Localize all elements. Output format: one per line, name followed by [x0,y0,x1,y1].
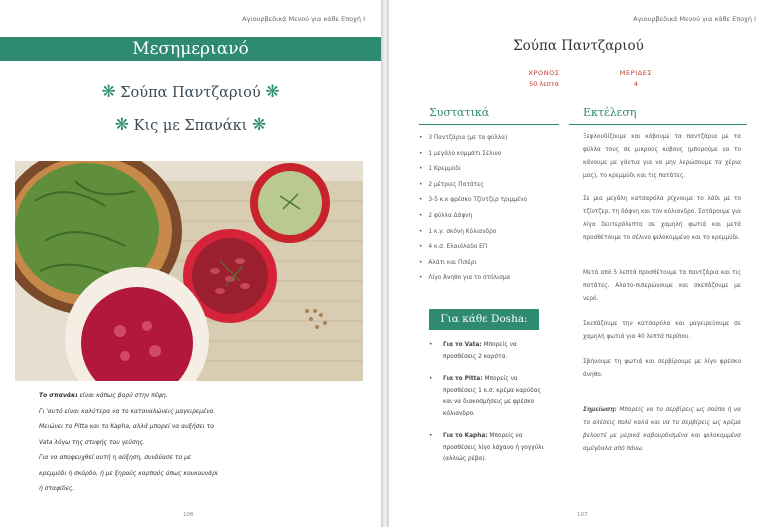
servings-label: ΜΕΡΙΔΕΣ [619,69,653,77]
dish-title-text: Κις με Σπανάκι [133,118,248,134]
ingredients-rule [419,124,559,125]
ingredients-heading: Συστατικά [429,106,490,119]
list-item: • 1 κ.γ. σκόνη Κόλιανδρο [419,225,559,241]
note-label: Σημείωση: [583,407,617,413]
right-page [389,0,768,527]
food-photo [15,161,363,381]
caption-line: κρεμμύδι ή σκόρδο, ή με ξηρούς καρπούς όπως κουκουνάρι [39,469,218,477]
book-gutter [381,0,389,527]
caption-line: Μειώνει το Pitta και το Kapha, αλλά μπορεί να αυξήσει το [39,423,214,430]
running-head: Αγιουρβεδικά Μενού για κάθε Εποχή Ι [633,15,756,23]
instruction-step: Σκεπάζουμε την κατσαρόλα και μαγειρεύουμε σε χαμηλή φωτιά για 40 λεπτά περίπου. [583,321,741,340]
list-item: • 3-5 κ.κ φρέσκο Τζίντζερ τριμμένο [419,193,559,209]
list-item: • Για το Vata: Μπορείς να προσθέσεις 2 καρότα. [429,340,549,363]
list-item: • 1 μεγάλο κομμάτι Σέλινο [419,147,559,163]
caption-line: Για να αποφευχθεί αυτή η αύξηση, συνδύασε το με [39,454,192,461]
ingredients-list [419,131,559,287]
list-item: • Για το Kapha: Μπορείς να προσθέσεις λίγο λάχανο ή γογγύλι (αλλιώς ρέβα). [429,431,549,466]
star-icon: ❋ [101,82,116,102]
instruction-step: Ξεφλουδίζουμε και κόβουμε τα παντζάρια με τα φύλλα τους σε μικρούς κύβους (μπορούμε να το κάνουμε με γάντια για να μην λερώσουμε τα χέρια μας), το κρεμμύδι και τις πατάτες. [583,134,741,179]
list-item: • 1 Κρεμμύδι [419,162,559,178]
time-label: ΧΡΟΝΟΣ [528,69,560,77]
recipe-title: Σούπα Παντζαριού [513,38,644,54]
instruction-step: Σβήνουμε τη φωτιά και σερβίρουμε με λίγο φρέσκο άνηθο. [583,359,741,378]
list-item: • 2 φύλλα Δάφνη [419,209,559,225]
time-value: 50 λεπτά [529,80,559,88]
list-item: • Λίγο Άνηθο για το στόλισμα [419,271,559,287]
instruction-step: Σε μια μεγάλη κατσαρόλα ρίχνουμε το λάδι με το τζίντζερ, τη δάφνη και τον κόλιανδρο. Σοτάρουμε για λίγα δευτερόλεπτα σε χαμηλή φωτιά και μετά προσθέτουμε το σέλινο ψιλοκομμένο και το κρεμμύδι. [583,196,741,241]
list-item: • Αλάτι και Πιπέρι [419,256,559,272]
caption-line: Το σπανάκι είναι κάπως βαρύ στην πέψη. [39,392,168,399]
dosha-heading: Για κάθε Dosha: [429,309,539,330]
page-number: 106 [183,512,194,518]
star-icon: ❋ [251,115,267,135]
servings-meta [601,69,671,88]
note-text: Μπορείς να το σερβίρεις ως σούπα ή να το αλέσεις πολύ καλά και να το σερβίρεις ως κρέμα βελουτέ με μερικά καβουρδισμένα και ψιλοκομμένα αμύγδαλα από πάνω. [583,407,741,452]
running-head: Αγιουρβεδικά Μενού για κάθε Εποχή Ι [242,15,365,23]
instruction-step: Μετά από 5 λεπτά προσθέτουμε τα παντζάρια και τις πατάτες. Αλατο-πιπερώνουμε και σκεπάζουμε με νερό. [583,270,741,302]
caption-line: Γι 'αυτό είναι καλύτερα να το καταναλώνεις μαγειρεμένο. [39,407,216,415]
star-icon: ❋ [114,115,130,135]
dish-title-1 [0,82,381,102]
caption-line: Vata λόγω της στυφής του γεύσης. [39,438,145,446]
instructions-rule [569,124,747,125]
caption-emphasis: Το σπανάκι [39,392,78,399]
dish-title-2 [0,115,381,135]
spinach-caption [39,388,339,497]
dish-title-text: Σούπα Παντζαριού [120,85,261,101]
servings-value: 4 [633,80,639,88]
serving-note [583,404,741,456]
list-item: • 2 μέτριες Πατάτες [419,178,559,194]
left-page [0,0,381,527]
page-number: 107 [577,512,588,518]
list-item: • 4 κ.σ. Ελαιόλαδο ΕΠ [419,240,559,256]
caption-line: ή σταφίδες. [39,485,75,492]
star-icon: ❋ [265,82,280,102]
list-item: • 3 Παντζάρια (με τα φύλλα) [419,131,559,147]
instructions-heading: Εκτέλεση [583,106,637,119]
dosha-list [429,340,549,477]
list-item: • Για το Pitta: Μπορείς να προσθέσεις 1 κ.σ. κρέμα καρύδας και να διακοσμήσεις με φρέσκο κόλιανδρο. [429,374,549,420]
time-meta [509,69,579,88]
section-band: Μεσημεριανό [0,37,381,61]
